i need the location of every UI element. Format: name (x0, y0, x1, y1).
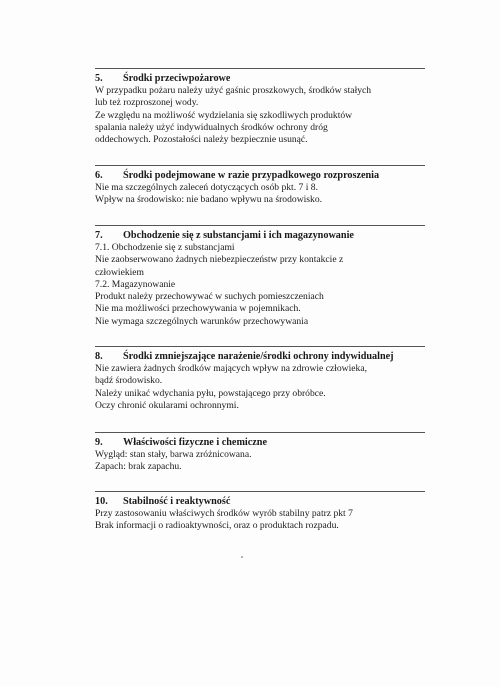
section-title: Środki zmniejszające narażenie/środki ochrony indywidualnej (123, 351, 394, 362)
section-title: Środki przeciwpożarowe (123, 73, 231, 84)
section-number: 7. (95, 230, 103, 241)
section-divider (95, 432, 425, 433)
section-heading (95, 230, 425, 242)
section-divider (95, 68, 425, 69)
text-line: Należy unikać wdychania pyłu, powstającego przy obróbce. (95, 387, 326, 399)
text-line: Przy zastosowaniu właściwych środków wyrób stabilny patrz pkt 7 (95, 508, 353, 519)
text-line: bądź środowisko. (95, 375, 163, 387)
section-divider (95, 165, 425, 166)
text-line: Nie wymaga szczególnych warunków przechowywania (95, 315, 309, 327)
section-heading (95, 496, 425, 508)
text-line: Wygląd: stan stały, barwa zróżnicowana. (95, 449, 252, 460)
section-5-fire-fighting (95, 68, 425, 146)
text-line: lub też rozproszonej wody. (95, 97, 199, 109)
section-title: Środki podejmowane w razie przypadkowego rozproszenia (123, 170, 380, 181)
section-10-stability-reactivity (95, 491, 425, 533)
text-line: 7.2. Magazynowanie (95, 278, 176, 290)
section-number: 6. (95, 170, 103, 181)
text-line: spalania należy użyć indywidualnych środków ochrony dróg (95, 121, 328, 133)
text-line: 7.1. Obchodzenie się z substancjami (95, 242, 235, 253)
text-line: Produkt należy przechowywać w suchych pomieszczeniach (95, 291, 324, 303)
text-line: Ze względu na możliwość wydzielania się szkodliwych produktów (95, 109, 353, 121)
text-line: Nie ma możliwości przechowywania w pojemnikach. (95, 303, 301, 315)
section-7-handling-storage (95, 225, 425, 328)
text-line: Oczy chronić okularami ochronnymi. (95, 399, 239, 411)
section-divider (95, 491, 425, 492)
text-line: Nie ma szczególnych zaleceń dotyczących osób pkt. 7 i 8. (95, 182, 318, 193)
section-8-exposure-controls (95, 346, 425, 412)
text-line: Wpływ na środowisko: nie badano wpływu na środowisko. (95, 194, 323, 206)
section-divider (95, 225, 425, 226)
text-line: Nie zaobserwowano żadnych niebezpieczeństw przy kontakcie z (95, 254, 344, 266)
text-line: oddechowych. Pozostałości należy bezpiecznie usunąć. (95, 134, 308, 146)
section-number: 10. (95, 496, 108, 507)
section-heading (95, 437, 425, 449)
section-title: Właściwości fizyczne i chemiczne (123, 437, 267, 448)
section-heading (95, 170, 425, 182)
text-line: W przypadku pożaru należy użyć gaśnic proszkowych, środków stałych (95, 85, 372, 96)
text-line: Brak informacji o radioaktywności, oraz o produktach rozpadu. (95, 520, 339, 532)
section-6-accidental-release (95, 165, 425, 207)
section-number: 8. (95, 351, 103, 362)
section-9-physical-chemical-properties (95, 432, 425, 474)
section-title: Stabilność i reaktywność (123, 496, 231, 507)
scan-speck (241, 556, 243, 558)
section-title: Obchodzenie się z substancjami i ich magazynowanie (123, 230, 354, 241)
section-number: 5. (95, 73, 103, 84)
section-heading (95, 351, 425, 363)
text-line: Nie zawiera żadnych środków mających wpływ na zdrowie człowieka, (95, 363, 367, 374)
section-number: 9. (95, 437, 103, 448)
section-divider (95, 346, 425, 347)
section-heading (95, 73, 425, 85)
text-line: człowiekiem (95, 266, 145, 278)
text-line: Zapach: brak zapachu. (95, 461, 182, 473)
